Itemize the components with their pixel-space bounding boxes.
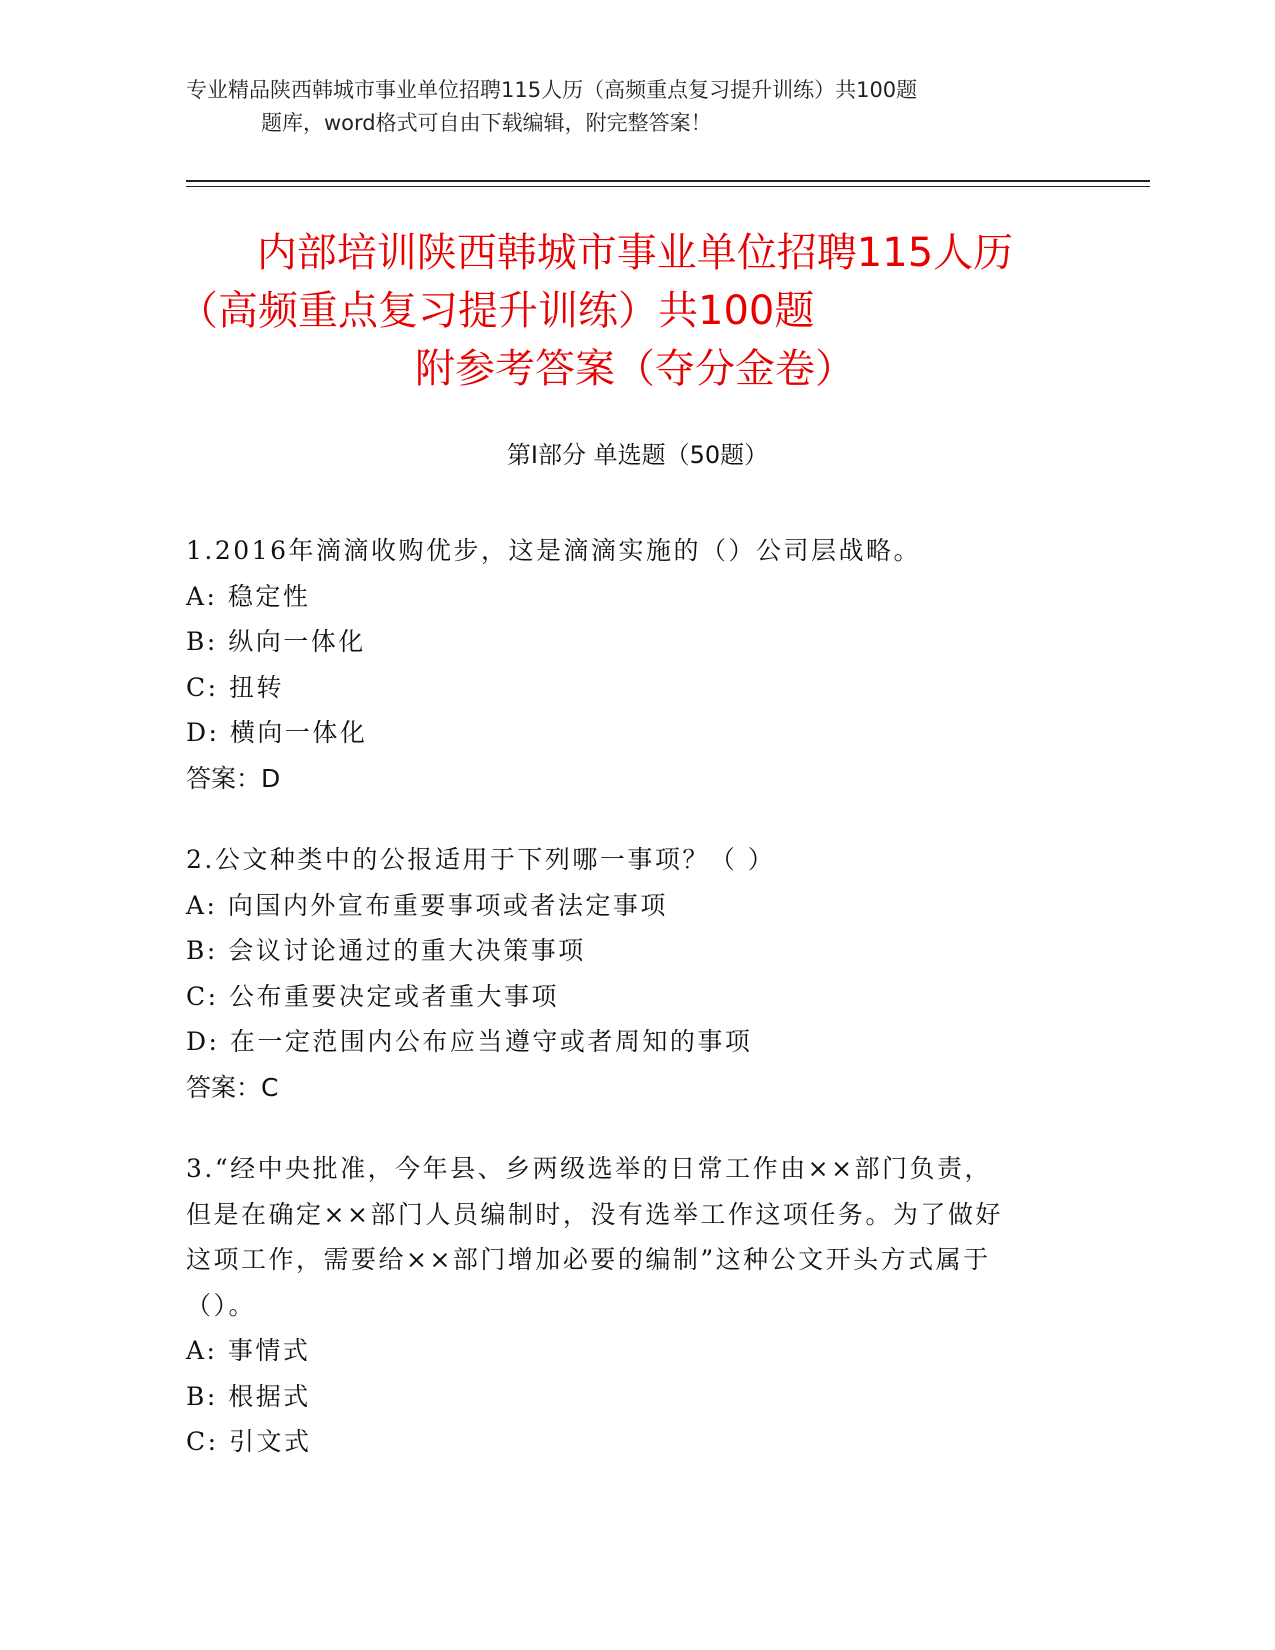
question-list <box>186 528 1066 1501</box>
header-rule-thick <box>186 180 1150 182</box>
option-a: A: 向国内外宣布重要事项或者法定事项 <box>186 890 668 920</box>
document-title-line-2: （高频重点复习提升训练）共100题 <box>178 288 815 334</box>
document-title-line-1: 内部培训陕西韩城市事业单位招聘115人历 <box>256 230 1014 276</box>
option-c: C: 公布重要决定或者重大事项 <box>186 981 559 1011</box>
option-b: B: 纵向一体化 <box>186 627 366 656</box>
option-b: B: 会议讨论通过的重大决策事项 <box>186 936 586 965</box>
question-2 <box>186 837 1066 1110</box>
header-note-line-2: 题库，word格式可自由下载编辑，附完整答案！ <box>261 111 712 135</box>
option-d: D: 横向一体化 <box>186 718 368 747</box>
header-note-line-1: 专业精品陕西韩城市事业单位招聘115人历（高频重点复习提升训练）共100题 <box>186 78 918 102</box>
document-title-line-3: 附参考答案（夺分金卷） <box>415 346 855 392</box>
section-heading: 第Ⅰ部分 单选题（50题） <box>506 441 769 469</box>
header-note <box>186 74 1086 140</box>
question-1 <box>186 528 1066 801</box>
question-stem-line-4: （）。 <box>186 1290 257 1320</box>
question-stem: 1.2016年滴滴收购优步，这是滴滴实施的（）公司层战略。 <box>186 536 921 565</box>
question-3 <box>186 1146 1066 1465</box>
question-stem-line-1: 3.“经中央批准，今年县、乡两级选举的日常工作由××部门负责， <box>186 1154 993 1183</box>
option-d: D: 在一定范围内公布应当遵守或者周知的事项 <box>186 1027 753 1056</box>
option-a: A: 稳定性 <box>186 581 311 611</box>
answer: 答案：D <box>186 763 281 793</box>
question-stem-line-3: 这项工作，需要给××部门增加必要的编制”这种公文开头方式属于 <box>186 1245 991 1274</box>
question-stem-line-2: 但是在确定××部门人员编制时，没有选举工作这项任务。为了做好 <box>186 1199 1003 1229</box>
option-c: C: 扭转 <box>186 672 284 702</box>
option-b: B: 根据式 <box>186 1381 311 1411</box>
answer: 答案：C <box>186 1072 279 1102</box>
document-title <box>150 224 1120 398</box>
option-a: A: 事情式 <box>186 1336 311 1365</box>
option-c: C: 引文式 <box>186 1427 312 1456</box>
question-stem: 2.公文种类中的公报适用于下列哪一事项？（ ） <box>186 845 776 874</box>
header-rule-thin <box>186 186 1150 187</box>
